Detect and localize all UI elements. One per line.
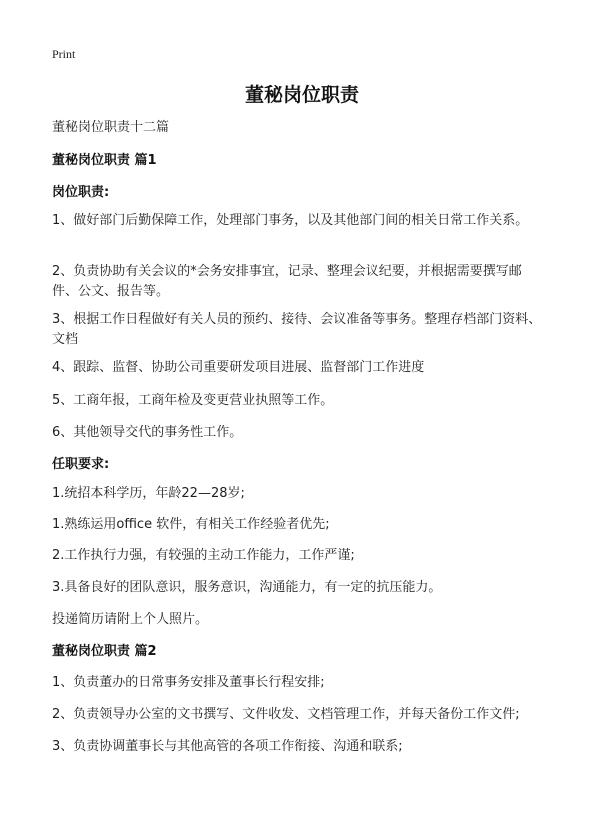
document-subtitle: 董秘岗位职责十二篇 — [52, 120, 170, 135]
requirement-item-1: 1.统招本科学历，年龄22—28岁; — [52, 486, 245, 501]
requirement-item-3: 2.工作执行力强，有较强的主动工作能力，工作严谨; — [52, 548, 355, 563]
requirements-heading: 任职要求: — [52, 457, 110, 472]
document-title: 董秘岗位职责 — [244, 84, 359, 106]
duty-item-4: 4、跟踪、监督、协助公司重要研发项目进展、监督部门工作进度 — [52, 360, 425, 375]
section-heading-1: 董秘岗位职责 篇1 — [52, 153, 157, 168]
print-label: Print — [52, 47, 76, 61]
resume-note: 投递简历请附上个人照片。 — [52, 612, 209, 627]
duty-item-1: 1、做好部门后勤保障工作，处理部门事务，以及其他部门间的相关日常工作关系。 — [52, 213, 529, 228]
requirement-item-2: 1.熟练运用office 软件，有相关工作经验者优先; — [52, 517, 330, 532]
s2-duty-item-1: 1、负责董办的日常事务安排及董事长行程安排; — [52, 675, 325, 690]
s2-duty-item-2: 2、负责领导办公室的文书撰写、文件收发、文档管理工作，并每天备份工作文件; — [52, 707, 520, 722]
duty-item-3: 3、根据工作日程做好有关人员的预约、接待、会议准备等事务。整理存档部门资料、文档 — [52, 312, 542, 347]
section-heading-2: 董秘岗位职责 篇2 — [52, 644, 157, 659]
duty-item-6: 6、其他领导交代的事务性工作。 — [52, 425, 243, 440]
duties-heading: 岗位职责: — [52, 185, 110, 200]
s2-duty-item-3: 3、负责协调董事长与其他高管的各项工作衔接、沟通和联系; — [52, 739, 403, 754]
duty-item-5: 5、工商年报，工商年检及变更营业执照等工作。 — [52, 393, 334, 408]
duty-item-2: 2、负责协助有关会议的*会务安排事宜，记录、整理会议纪要，并根据需要撰写邮件、公文、报告等。 — [52, 264, 522, 299]
requirement-item-4: 3.具备良好的团队意识，服务意识，沟通能力，有一定的抗压能力。 — [52, 580, 442, 595]
